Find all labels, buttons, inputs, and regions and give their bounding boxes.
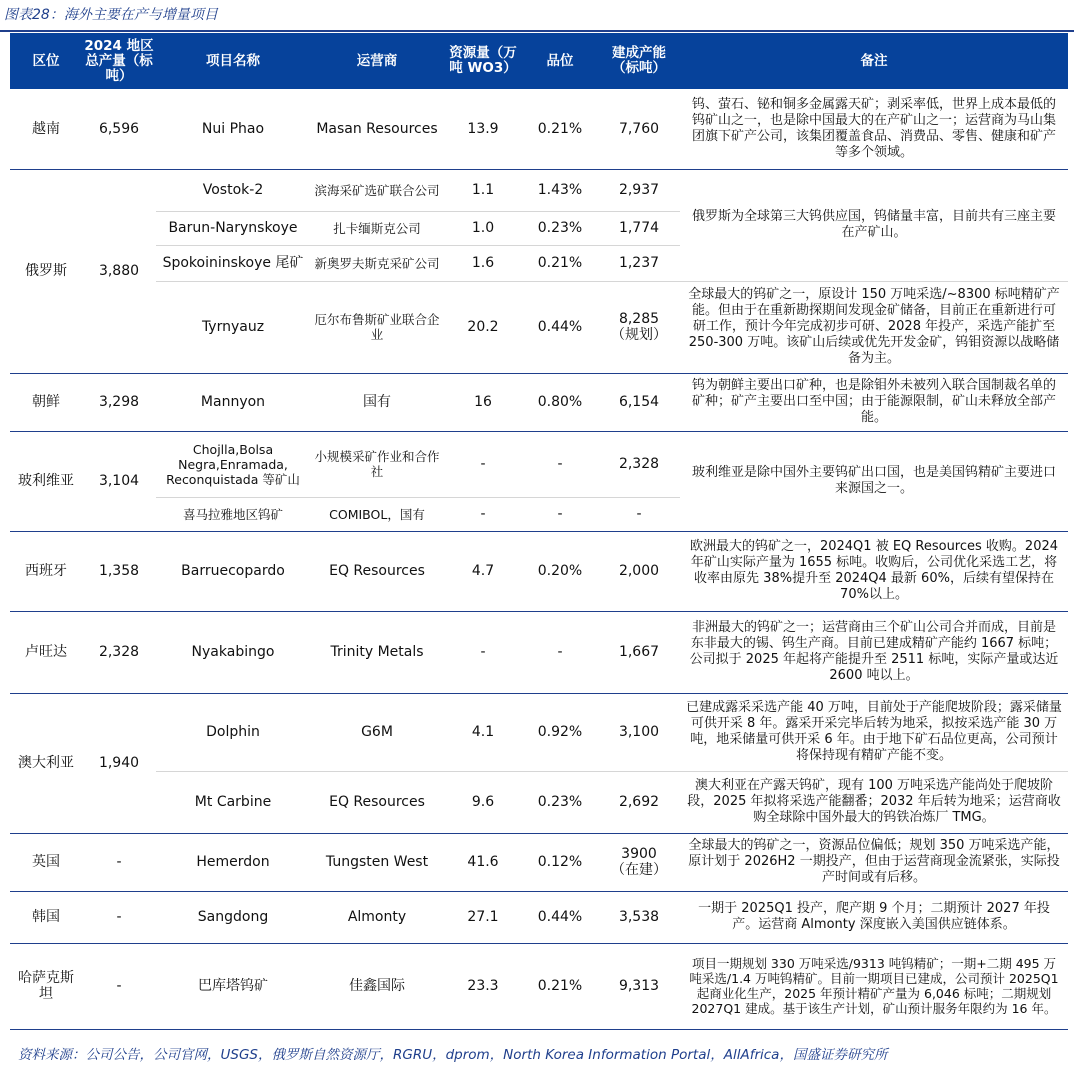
grade-cell: 0.44% [522,281,598,373]
header-region: 区位 [10,33,82,89]
region-cell: 英国 [10,833,82,891]
operator-cell: 滨海采矿选矿联合公司 [310,169,444,211]
note-cell: 一期于 2025Q1 投产，爬产期 9 个月；二期预计 2027 年投产。运营商 Almonty 深度嵌入美国供应链体系。 [680,891,1068,943]
output-cell: 2,328 [82,611,156,693]
grade-cell: 0.21% [522,89,598,169]
capacity-cell: 2,000 [598,531,680,611]
header-output: 2024 地区总产量（标吨） [82,33,156,89]
operator-cell: Masan Resources [310,89,444,169]
capacity-cell: 3,100 [598,693,680,771]
figure-caption: 图表28：海外主要在产与增量项目 [4,7,218,23]
region-cell: 越南 [10,89,82,169]
resource-cell: 4.1 [444,693,522,771]
capacity-cell: 2,692 [598,771,680,833]
capacity-cell: 6,154 [598,373,680,431]
project-cell: 喜马拉雅地区钨矿 [156,497,310,531]
operator-cell: G6M [310,693,444,771]
resource-cell: 27.1 [444,891,522,943]
project-cell: Barruecopardo [156,531,310,611]
project-cell: Dolphin [156,693,310,771]
header-resource: 资源量（万吨 WO3） [444,33,522,89]
output-cell: - [82,943,156,1029]
capacity-cell: 9,313 [598,943,680,1029]
project-cell: Vostok-2 [156,169,310,211]
operator-cell: 佳鑫国际 [310,943,444,1029]
region-cell: 俄罗斯 [10,169,82,373]
grade-cell: 0.12% [522,833,598,891]
grade-cell: 0.21% [522,245,598,281]
capacity-cell: 1,667 [598,611,680,693]
table-row [10,169,1068,211]
note-cell: 项目一期规划 330 万吨采选/9313 吨钨精矿；一期+二期 495 万吨采选/1.4 万吨钨精矿。目前一期项目已建成，公司预计 2025Q1 起商业化生产，2025 年预计精矿产量为 6,046 标吨；二期规划 2027Q1 建成。基于该生产计划，矿山预计服务年限约为 16 年。 [680,943,1068,1029]
grade-cell: - [522,497,598,531]
region-cell: 哈萨克斯坦 [10,943,82,1029]
capacity-cell: 7,760 [598,89,680,169]
resource-cell: - [444,431,522,497]
table-row [10,373,1068,431]
source-note: 资料来源：公司公告，公司官网，USGS，俄罗斯自然资源厅，RGRU，dprom，North Korea Information Portal，AllAfrica，国盛证券研究所 [18,1047,888,1063]
project-cell: Spokoininskoye 尾矿 [156,245,310,281]
project-cell: Sangdong [156,891,310,943]
table-row [10,431,1068,497]
project-cell: Chojlla,Bolsa Negra,Enramada, Reconquistada 等矿山 [156,431,310,497]
table-row [10,89,1068,169]
top-rule [0,30,1074,32]
operator-cell: 扎卡缅斯克公司 [310,211,444,245]
project-cell: Nui Phao [156,89,310,169]
table-row [10,943,1068,1029]
grade-cell: 0.23% [522,771,598,833]
resource-cell: 9.6 [444,771,522,833]
capacity-cell: 2,328 [598,431,680,497]
capacity-cell [598,833,680,891]
output-cell: - [82,891,156,943]
capacity-cell [598,281,680,373]
output-cell: 1,358 [82,531,156,611]
resource-cell: 1.0 [444,211,522,245]
note-cell: 全球最大的钨矿之一，原设计 150 万吨采选/~8300 标吨精矿产能。但由于在重新勘探期间发现金矿储备，目前正在重新进行可研工作，预计今年完成初步可研、2028 年投产，采选产能扩至 250-300 万吨。该矿山后续或优先开发金矿，钨钼资源以战略储备为主。 [680,281,1068,373]
resource-cell: - [444,611,522,693]
table-row [10,771,1068,833]
project-cell: Tyrnyauz [156,281,310,373]
grade-cell: 0.44% [522,891,598,943]
output-cell: 6,596 [82,89,156,169]
capacity-value: 8,285 [618,311,660,327]
header-operator: 运营商 [310,33,444,89]
output-cell: 1,940 [82,693,156,833]
operator-cell: 新奥罗夫斯克采矿公司 [310,245,444,281]
resource-cell: 20.2 [444,281,522,373]
project-cell: Hemerdon [156,833,310,891]
overseas-projects-table [10,33,1068,1030]
header-project: 项目名称 [156,33,310,89]
output-cell: 3,880 [82,169,156,373]
table-row [10,281,1068,373]
header-row [10,33,1068,89]
output-cell: 3,298 [82,373,156,431]
output-cell: 3,104 [82,431,156,531]
operator-cell: COMIBOL，国有 [310,497,444,531]
grade-cell: - [522,431,598,497]
grade-cell: 0.21% [522,943,598,1029]
project-cell: Mannyon [156,373,310,431]
operator-cell: Tungsten West [310,833,444,891]
project-cell: Barun-Narynskoye [156,211,310,245]
operator-cell: 厄尔布鲁斯矿业联合企业 [310,281,444,373]
operator-cell: 小规模采矿作业和合作社 [310,431,444,497]
note-cell: 玻利维亚是除中国外主要钨矿出口国，也是美国钨精矿主要进口来源国之一。 [680,431,1068,531]
resource-cell: 4.7 [444,531,522,611]
note-cell: 已建成露采采选产能 40 万吨，目前处于产能爬坡阶段；露采储量可供开采 8 年。露采开采完毕后转为地采，拟按采选产能 30 万吨，地采储量可供开采 6 年。由于地下矿石品位更高，公司预计将保持现有精矿产能不变。 [680,693,1068,771]
output-cell: - [82,833,156,891]
operator-cell: Trinity Metals [310,611,444,693]
header-grade: 品位 [522,33,598,89]
note-cell: 钨为朝鲜主要出口矿种，也是除钼外未被列入联合国制裁名单的矿种；矿产主要出口至中国；由于能源限制，矿山未释放全部产能。 [680,373,1068,431]
region-cell: 卢旺达 [10,611,82,693]
capacity-status: （规划） [611,327,667,343]
region-cell: 玻利维亚 [10,431,82,531]
note-cell: 全球最大的钨矿之一，资源品位偏低；规划 350 万吨采选产能，原计划于 2026H2 一期投产，但由于运营商现金流紧张，实际投产时间或有后移。 [680,833,1068,891]
resource-cell: 1.1 [444,169,522,211]
capacity-status: （在建） [611,862,667,878]
table-row [10,891,1068,943]
note-cell: 欧洲最大的钨矿之一，2024Q1 被 EQ Resources 收购。2024 年矿山实际产量为 1655 标吨。收购后，公司优化采选工艺，将收率由原先 38%提升至 2024Q4 最新 60%，后续有望保持在 70%以上。 [680,531,1068,611]
resource-cell: 16 [444,373,522,431]
note-cell: 非洲最大的钨矿之一；运营商由三个矿山公司合并而成，目前是东非最大的锡、钨生产商。目前已建成精矿产能约 1667 标吨；公司拟于 2025 年起将产能提升至 2511 标吨，实际产量或达近 2600 吨以上。 [680,611,1068,693]
capacity-cell: 3,538 [598,891,680,943]
operator-cell: EQ Resources [310,771,444,833]
project-cell: Nyakabingo [156,611,310,693]
region-cell: 澳大利亚 [10,693,82,833]
region-cell: 韩国 [10,891,82,943]
resource-cell: 1.6 [444,245,522,281]
capacity-cell: 2,937 [598,169,680,211]
operator-cell: Almonty [310,891,444,943]
grade-cell: 0.23% [522,211,598,245]
resource-cell: - [444,497,522,531]
table-row [10,693,1068,771]
operator-cell: EQ Resources [310,531,444,611]
capacity-cell: 1,774 [598,211,680,245]
table-row [10,531,1068,611]
project-cell: 巴库塔钨矿 [156,943,310,1029]
resource-cell: 23.3 [444,943,522,1029]
note-cell: 钨、萤石、铋和铜多金属露天矿；剥采率低，世界上成本最低的钨矿山之一，也是除中国最大的在产矿山之一；运营商为马山集团旗下矿产公司，该集团覆盖食品、消费品、零售、健康和矿产等多个领域。 [680,89,1068,169]
grade-cell: 0.92% [522,693,598,771]
table-row [10,833,1068,891]
region-cell: 西班牙 [10,531,82,611]
note-cell: 澳大利亚在产露天钨矿，现有 100 万吨采选产能尚处于爬坡阶段，2025 年拟将采选产能翻番；2032 年后转为地采；运营商收购全球除中国外最大的钨铁冶炼厂 TMG。 [680,771,1068,833]
grade-cell: 0.20% [522,531,598,611]
resource-cell: 13.9 [444,89,522,169]
note-cell: 俄罗斯为全球第三大钨供应国，钨储量丰富，目前共有三座主要在产矿山。 [680,169,1068,281]
header-note: 备注 [680,33,1068,89]
grade-cell: - [522,611,598,693]
grade-cell: 0.80% [522,373,598,431]
resource-cell: 41.6 [444,833,522,891]
capacity-cell: - [598,497,680,531]
capacity-value: 3900 [621,846,657,862]
capacity-cell: 1,237 [598,245,680,281]
region-cell: 朝鲜 [10,373,82,431]
project-cell: Mt Carbine [156,771,310,833]
operator-cell: 国有 [310,373,444,431]
header-capacity: 建成产能（标吨） [598,33,680,89]
table-row [10,611,1068,693]
grade-cell: 1.43% [522,169,598,211]
